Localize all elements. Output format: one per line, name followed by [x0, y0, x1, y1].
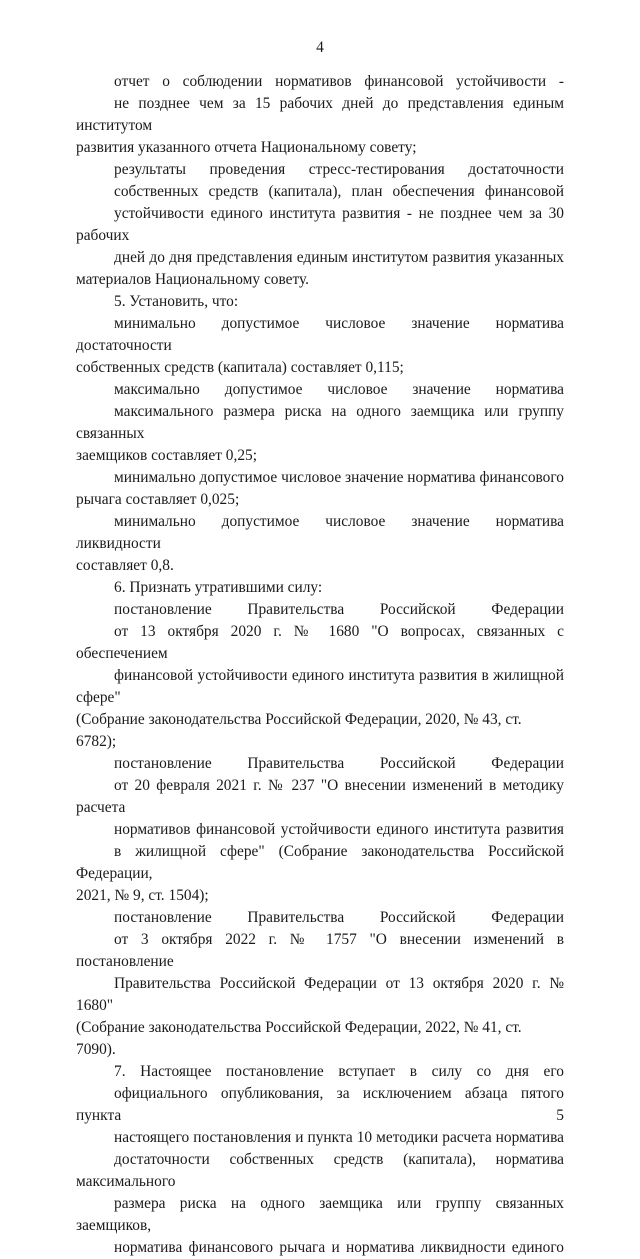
- paragraph: [76, 511, 564, 577]
- paragraph: [76, 291, 564, 313]
- text-line: материалов Национальному совету.: [76, 271, 310, 288]
- text-line: официального опубликования, за исключением абзаца пятого пункта 5: [76, 1085, 564, 1124]
- paragraph: [76, 577, 564, 599]
- text-line: (Собрание законодательства Российской Федерации, 2020, № 43, ст. 6782);: [76, 711, 522, 750]
- text-line: 5. Установить, что:: [114, 293, 239, 310]
- paragraph: [76, 753, 564, 907]
- text-line: максимального размера риска на одного заемщика или группу связанных: [76, 403, 564, 442]
- paragraph: [76, 907, 564, 1061]
- text-line: результаты проведения стресс-тестирования достаточности: [114, 161, 564, 178]
- text-line: собственных средств (капитала) составляет 0,115;: [76, 359, 404, 376]
- text-line: 7. Настоящее постановление вступает в силу со дня его: [114, 1063, 564, 1080]
- text-line: 2021, № 9, ст. 1504);: [76, 887, 209, 904]
- text-line: собственных средств (капитала), план обеспечения финансовой: [114, 183, 564, 200]
- text-line: рычага составляет 0,025;: [76, 491, 240, 508]
- text-line: развития указанного отчета Национальному совету;: [76, 139, 417, 156]
- text-line: 6. Признать утратившими силу:: [114, 579, 323, 596]
- text-line: финансовой устойчивости единого института развития в жилищной сфере": [76, 667, 564, 706]
- paragraph: [76, 467, 564, 511]
- paragraph: [76, 159, 564, 291]
- text-line: достаточности собственных средств (капитала), норматива максимального: [76, 1151, 564, 1190]
- text-line: заемщиков составляет 0,25;: [76, 447, 257, 464]
- text-line: постановление Правительства Российской Федерации: [114, 755, 564, 772]
- text-line: от 20 февраля 2021 г. № 237 "О внесении изменений в методику расчета: [76, 777, 564, 816]
- text-line: Правительства Российской Федерации от 13 октября 2020 г. № 1680": [76, 975, 564, 1014]
- text-line: постановление Правительства Российской Федерации: [114, 601, 564, 618]
- paragraph: [76, 1061, 564, 1259]
- paragraph: [76, 71, 564, 159]
- text-line: (Собрание законодательства Российской Федерации, 2022, № 41, ст. 7090).: [76, 1019, 522, 1058]
- text-line: составляет 0,8.: [76, 557, 174, 574]
- text-line: отчет о соблюдении нормативов финансовой устойчивости -: [114, 73, 564, 90]
- text-line: максимально допустимое числовое значение норматива: [114, 381, 564, 398]
- text-line: настоящего постановления и пункта 10 методики расчета норматива: [114, 1129, 564, 1146]
- text-line: нормативов финансовой устойчивости единого института развития: [114, 821, 564, 838]
- text-line: размера риска на одного заемщика или группу связанных заемщиков,: [76, 1195, 564, 1234]
- text-line: не позднее чем за 15 рабочих дней до представления единым институтом: [76, 95, 564, 134]
- text-line: дней до дня представления единым институтом развития указанных: [114, 249, 564, 266]
- text-line: постановление Правительства Российской Федерации: [114, 909, 564, 926]
- text-line: минимально допустимое числовое значение норматива ликвидности: [76, 513, 564, 552]
- page-number: 4: [316, 39, 324, 56]
- text-line: в жилищной сфере" (Собрание законодательства Российской Федерации,: [76, 843, 564, 882]
- text-line: минимально допустимое числовое значение норматива достаточности: [76, 315, 564, 354]
- text-line: норматива финансового рычага и норматива ликвидности единого: [114, 1239, 564, 1256]
- paragraph: [76, 313, 564, 379]
- text-line: от 3 октября 2022 г. № 1757 "О внесении изменений в постановление: [76, 931, 564, 970]
- paragraph: [76, 379, 564, 467]
- text-line: минимально допустимое числовое значение норматива финансового: [114, 469, 564, 486]
- text-line: от 13 октября 2020 г. № 1680 "О вопросах, связанных с обеспечением: [76, 623, 564, 662]
- paragraph: [76, 599, 564, 753]
- document-body: [76, 71, 564, 1259]
- text-line: устойчивости единого института развития - не позднее чем за 30 рабочих: [76, 205, 564, 244]
